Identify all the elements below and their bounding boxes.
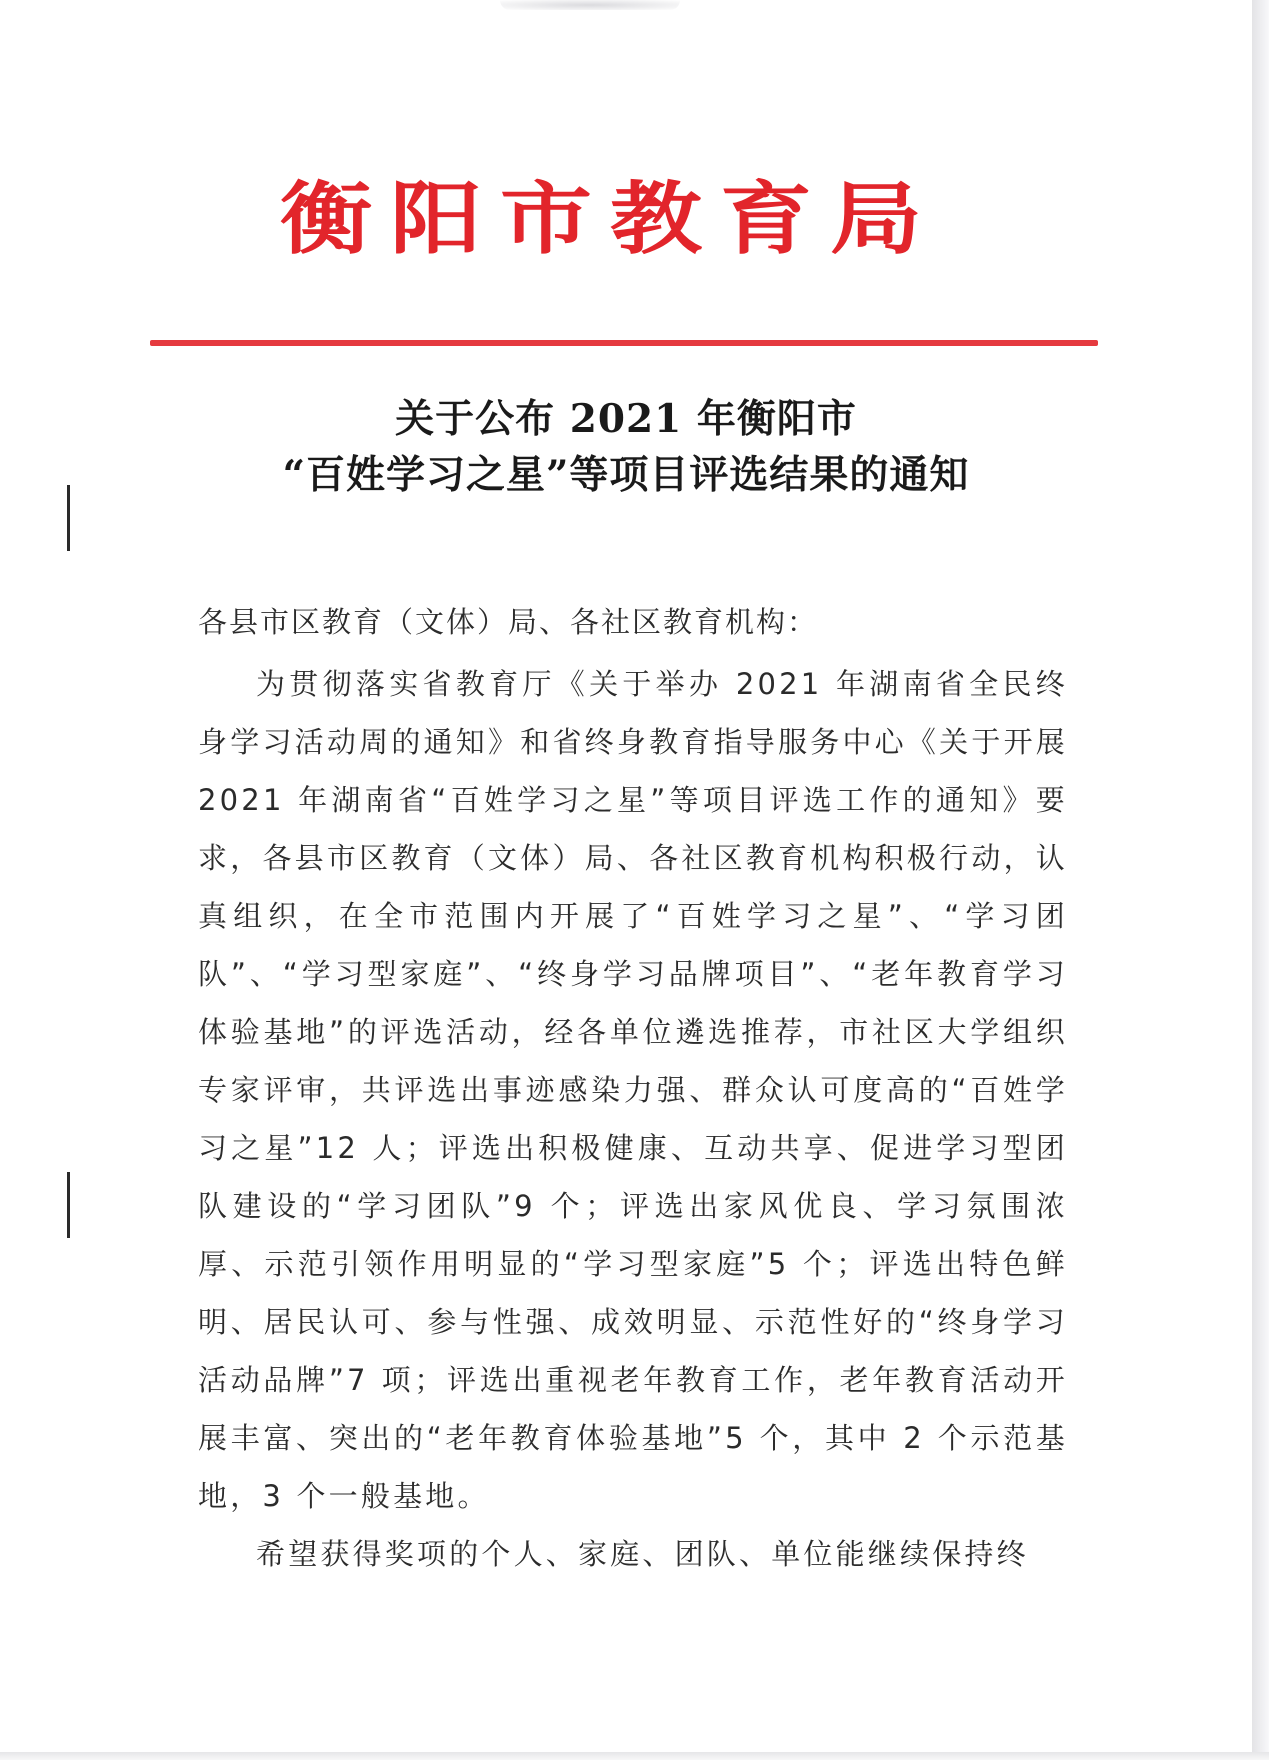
body-text xyxy=(198,655,1068,1583)
document-title-line-2: “百姓学习之星”等项目评选结果的通知 xyxy=(282,452,970,498)
binding-mark xyxy=(67,1172,70,1238)
body-paragraph: 为贯彻落实省教育厅《关于举办 2021 年湖南省全民终身学习活动周的通知》和省终身教育指导服务中心《关于开展 2021 年湖南省“百姓学习之星”等项目评选工作的通知》要求，各县市区教育（文体）局、各社区教育机构积极行动，认真组织，在全市范围内开展了“百姓学习之星”、“学习团队”、“学习型家庭”、“终身学习品牌项目”、“老年教育学习体验基地”的评选活动，经各单位遴选推荐，市社区大学组织专家评审，共评选出事迹感染力强、群众认可度高的“百姓学习之星”12 人；评选出积极健康、互动共享、促进学习型团队建设的“学习团队”9 个；评选出家风优良、学习氛围浓厚、示范引领作用明显的“学习型家庭”5 个；评选出特色鲜明、居民认可、参与性强、成效明显、示范性好的“终身学习活动品牌”7 项；评选出重视老年教育工作，老年教育活动开展丰富、突出的“老年教育体验基地”5 个，其中 2 个示范基地，3 个一般基地。 xyxy=(198,667,1068,1513)
salutation: 各县市区教育（文体）局、各社区教育机构： xyxy=(198,605,819,639)
scan-smudge xyxy=(500,0,680,10)
body-paragraph: 希望获得奖项的个人、家庭、团队、单位能继续保持终 xyxy=(256,1537,1029,1571)
binding-mark xyxy=(67,485,70,551)
document-title-line-1: 关于公布 2021 年衡阳市 xyxy=(395,396,857,442)
letterhead-red-rule xyxy=(150,340,1098,346)
page-edge-right xyxy=(1252,0,1269,1760)
letterhead-org-name: 衡阳市教育局 xyxy=(279,172,940,265)
page-edge-bottom xyxy=(0,1752,1269,1760)
